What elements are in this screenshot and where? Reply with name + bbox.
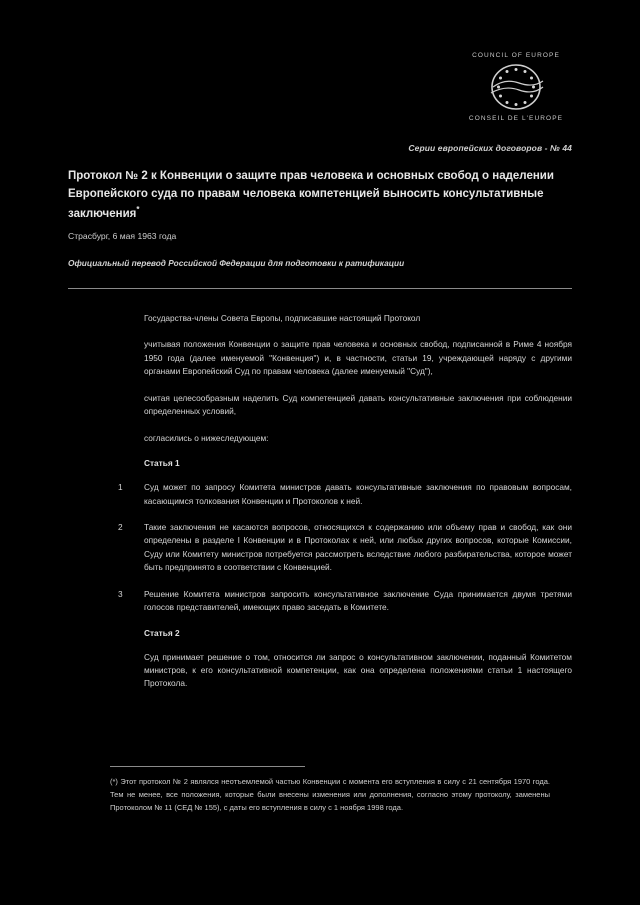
preamble-paragraph-3: согласились о нижеследующем:	[144, 432, 269, 443]
logo-bottom-label: CONSEIL DE L'EUROPE	[468, 115, 564, 122]
article-1-item-1-number: 1	[118, 482, 123, 493]
article-1-item-2-text: Такие заключения не касаются вопросов, относящихся к содержанию или объему прав и свобод, как они определены в разделе I Конвенции и в Протоколах к ней, или любых других вопросов, которые Комиссии, Суду или Комитету министров потребуется рассмотреть вследствие любого разбирательства, которое может быть предпринято в соответствии с Конвенцией.	[144, 521, 572, 573]
article-1-item-2-number: 2	[118, 521, 123, 532]
place-and-date: Страсбург, 6 мая 1963 года	[68, 231, 177, 241]
article-1-item-1	[118, 481, 572, 508]
article-1-item-1-text: Суд может по запросу Комитета министров давать консультативные заключения по правовым вопросам, касающимся толкования Конвенции и Протоколов к ней.	[144, 482, 572, 506]
translation-note: Официальный перевод Российской Федерации для подготовки к ратификации	[68, 258, 405, 268]
page-title-text: Протокол № 2 к Конвенции о защите прав человека и основных свобод о наделении Европейского суда по правам человека компетенцией выносить консультативные заключения	[68, 170, 554, 220]
council-of-europe-logo	[460, 52, 572, 122]
title-footnote-marker: *	[136, 204, 140, 214]
page-title	[68, 168, 568, 223]
footnote-text: (*) Этот протокол № 2 являлся неотъемлемой частью Конвенции с момента его вступления в силу с 21 сентября 1970 года. Тем не менее, все положения, которые были внесены изменения или дополнения, согласно этому протоколу, заменены Протоколом № 11 (СЕД № 155), с даты его вступления в силу с 1 ноября 1998 года.	[110, 777, 550, 813]
preamble-intro: Государства-члены Совета Европы, подписавшие настоящий Протокол	[144, 313, 421, 323]
article-2-heading: Статья 2	[144, 627, 180, 638]
document-body	[118, 312, 572, 704]
article-1-item-3-number: 3	[118, 588, 123, 599]
header-divider	[68, 288, 572, 289]
article-1-item-3-text: Решение Комитета министров запросить консультативное заключение Суда принимается двумя третями голосов представителей, имеющих право заседать в Комитете.	[144, 588, 572, 613]
preamble-paragraph-1: учитывая положения Конвенции о защите прав человека и основных свобод, подписанной в Риме 4 ноября 1950 года (далее именуемой "Конвенция") и, в частности, статьи 19, учреждающей наряду с другими органами Европейский Суд по правам человека (далее именуемый "Суд"),	[144, 339, 572, 377]
footnote-divider	[110, 766, 305, 767]
treaty-series-label: Серии европейских договоров - № 44	[408, 143, 572, 153]
logo-top-label: COUNCIL OF EUROPE	[472, 52, 560, 59]
article-1-item-2	[118, 521, 572, 575]
article-1-item-3	[118, 588, 572, 615]
preamble-paragraph-2: считая целесообразным наделить Суд компетенцией давать консультативные заключения при соблюдении определенных условий,	[144, 392, 572, 417]
article-1-heading: Статья 1	[144, 458, 180, 469]
article-2-text: Суд принимает решение о том, относится ли запрос о консультативном заключении, поданный Комитетом министров, к его консультативной компетенции, как она определена положениями статьи 1 настоящего Протокола.	[144, 651, 572, 689]
council-of-europe-stars-emblem-icon	[477, 62, 555, 112]
